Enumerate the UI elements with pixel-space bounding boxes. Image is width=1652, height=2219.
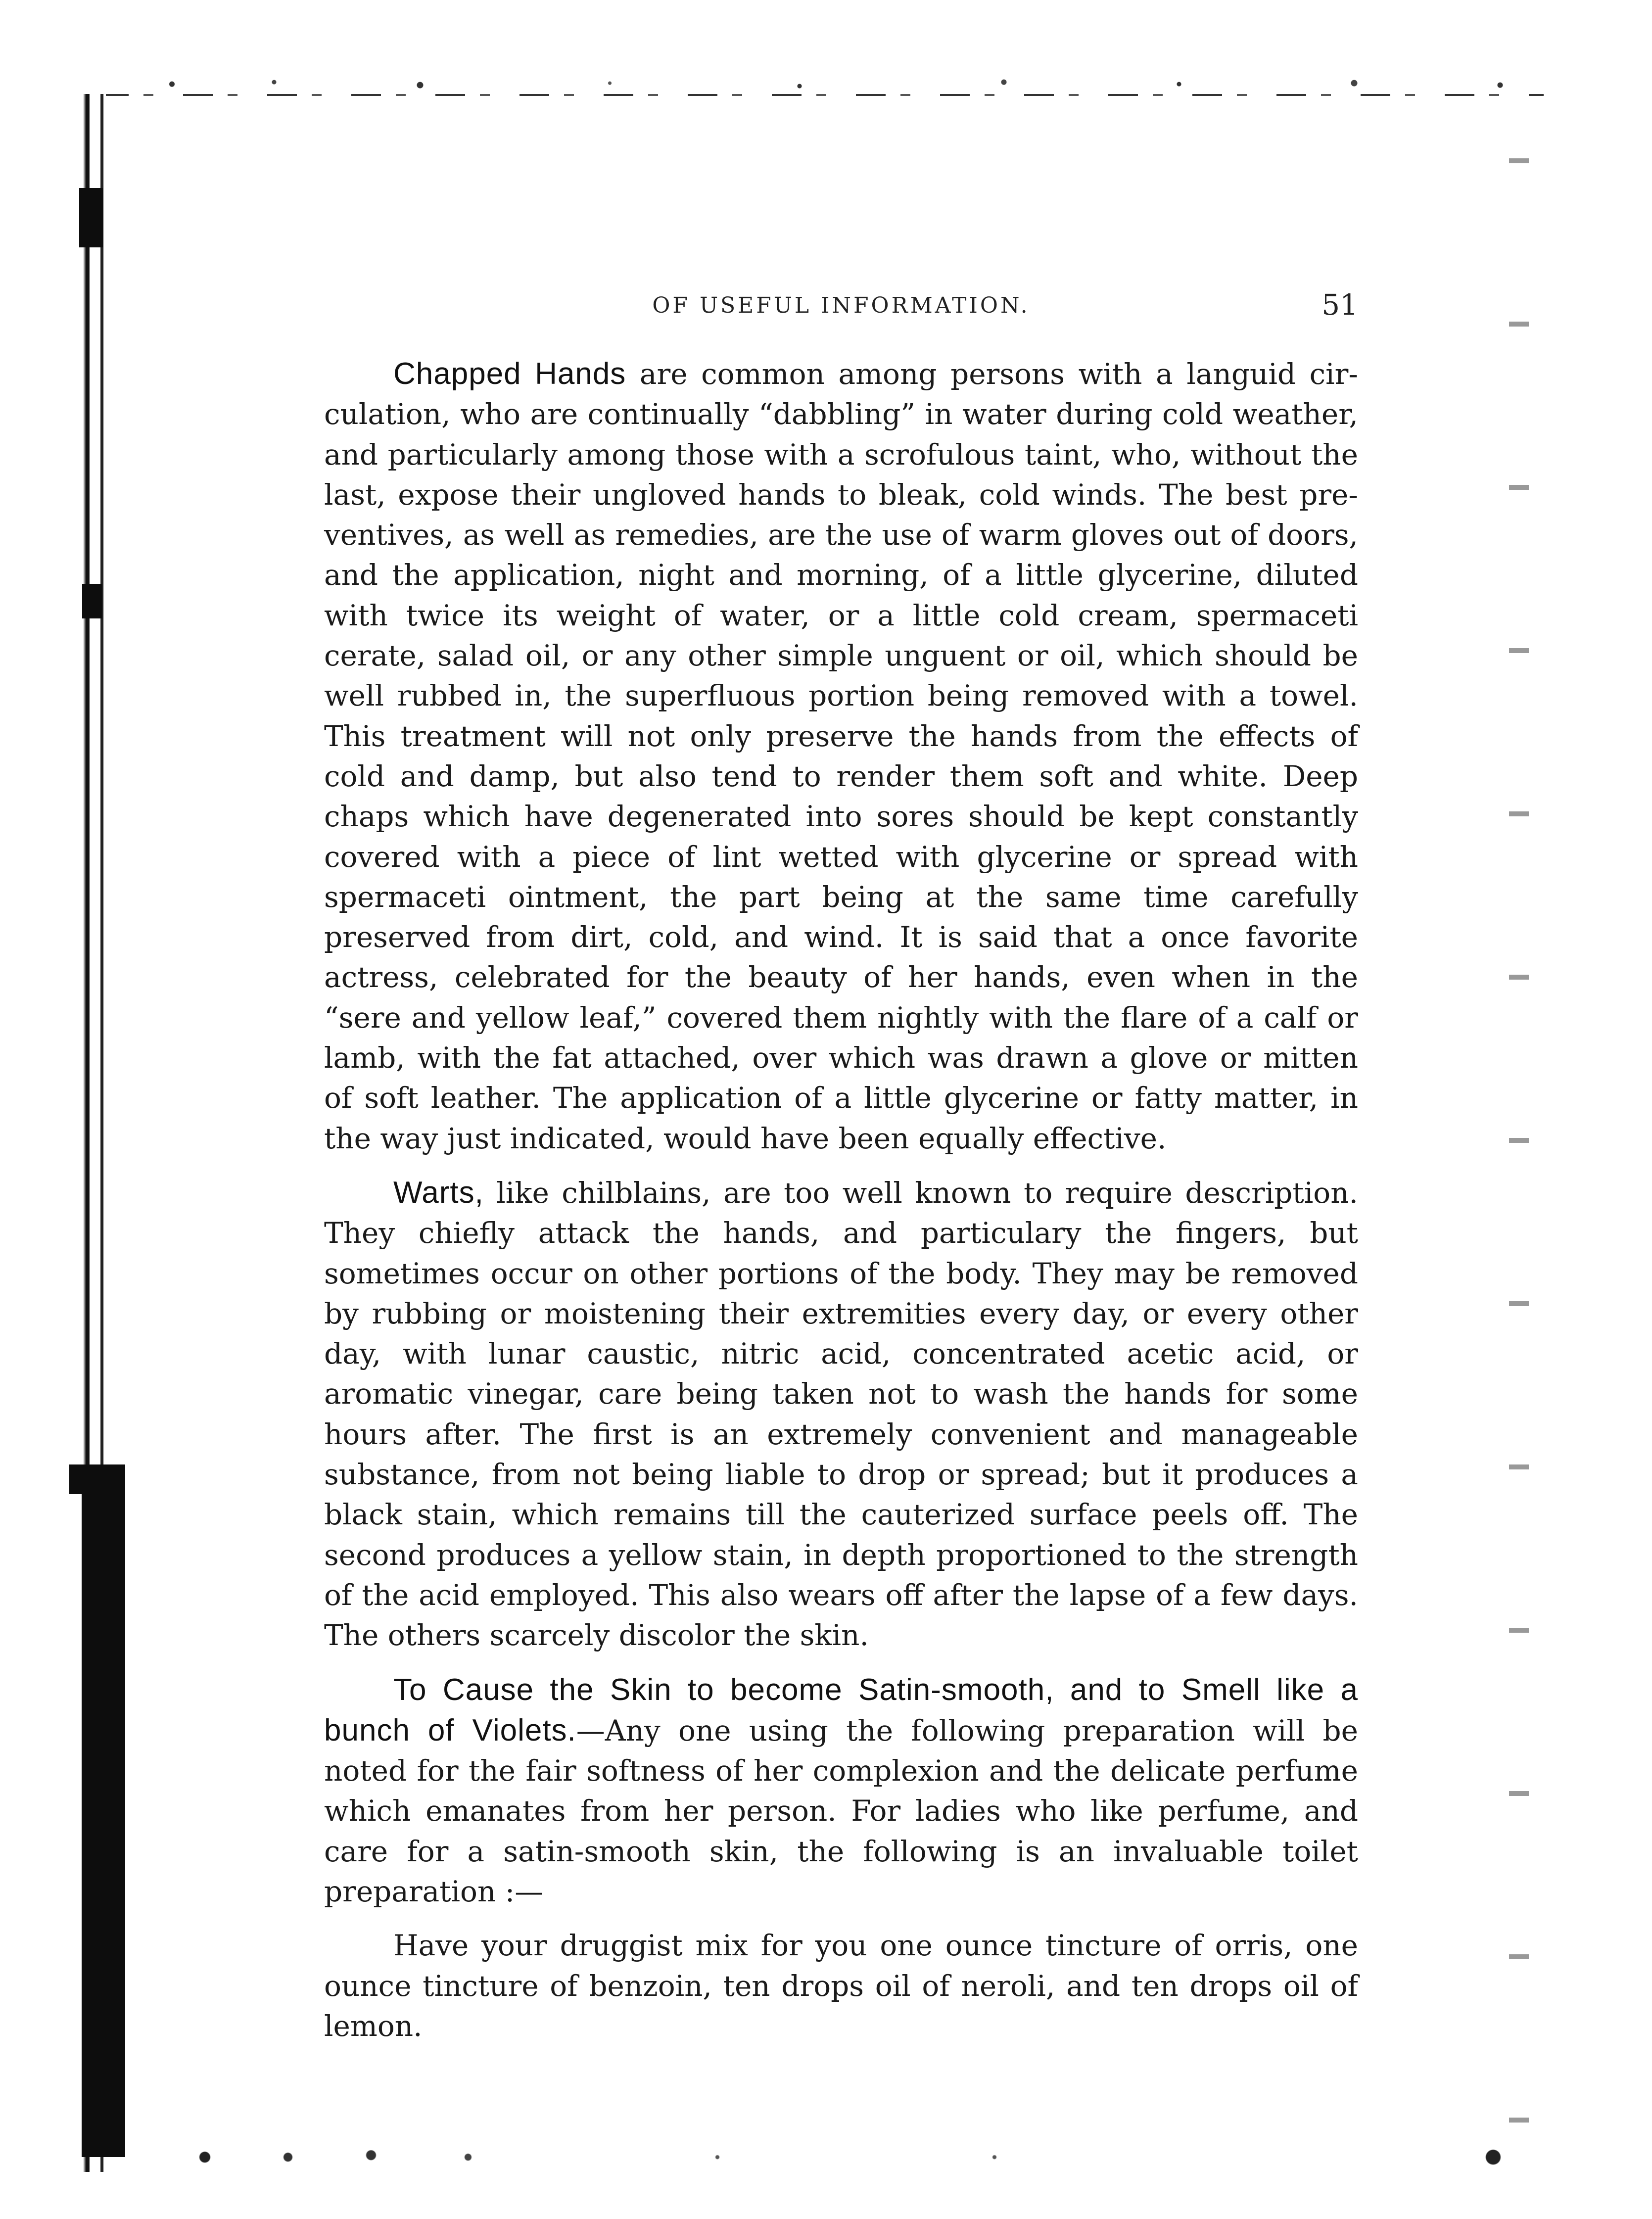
paragraph-satin-smooth-skin bbox=[324, 1670, 1358, 1912]
section-heading: To Cause the Skin to become Satin-smooth, and to Smell like a bunch of Violets. bbox=[324, 1672, 1358, 1747]
binding-mark-lower bbox=[82, 1464, 125, 2157]
scan-top-rule bbox=[99, 94, 1544, 96]
page-body bbox=[324, 354, 1358, 2046]
scan-top-noise bbox=[99, 74, 1558, 94]
paragraph-chapped-hands bbox=[324, 354, 1358, 1159]
paragraph-text: Have your druggist mix for you one ounce tincture of orris, one ounce tincture of benzoin, ten drops oil of neroli, and ten drops oil of lemon. bbox=[324, 1929, 1358, 2043]
section-heading: Warts, bbox=[393, 1175, 484, 1210]
binding-mark-upper bbox=[79, 188, 103, 247]
paragraph-recipe bbox=[324, 1926, 1358, 2046]
binding-mark-mid bbox=[82, 584, 102, 618]
paragraph-warts bbox=[324, 1173, 1358, 1656]
paragraph-text: like chilblains, are too well known to require description. They chiefly attack the hands, and particulary the fingers, but sometimes occur on other portions of the body. They may be removed by rubbing or moistening their extremities every day, or every other day, with lunar caustic, nitric acid, concentrated acetic acid, or aromatic vinegar, care being taken not to wash the hands for some hours after. The first is an extremely convenient and manageable substance, from not being liable to drop or spread; but it produces a black stain, which remains till the cauterized surface peels off. The second produces a yellow stain, in depth proportioned to the strength of the acid employed. This also wears off after the lapse of a few days. The others scarcely discolor the skin. bbox=[324, 1176, 1358, 1652]
running-head bbox=[324, 288, 1358, 328]
section-heading: Chapped Hands bbox=[393, 357, 626, 391]
running-title: OF USEFUL INFORMATION. bbox=[652, 293, 1030, 318]
scan-right-noise bbox=[1509, 89, 1529, 2167]
page-number: 51 bbox=[1322, 288, 1358, 322]
scan-bottom-noise bbox=[163, 2147, 1549, 2167]
paragraph-text: —Any one using the following preparation will be noted for the fair softness of her complexion and the delicate perfume which emanates from her person. For ladies who like perfume, and care for a satin-smooth skin, the following is an invaluable toilet preparation :— bbox=[324, 1713, 1359, 1908]
binding-mark-lower-notch bbox=[69, 1464, 89, 1494]
paragraph-text: are common among persons with a languid circulation, who are continually “dabbling” in water during cold weather, and particularly among those with a scrofulous taint, who, without the last, expose their ungloved hands to bleak, cold winds. The best preventives, as well as remedies, are the use of warm gloves out of doors, and the application, night and morning, of a little glycerine, diluted with twice its weight of water, or a little cold cream, spermaceti cerate, salad oil, or any other simple unguent or oil, which should be well rubbed in, the superfluous portion being removed with a towel. This treatment will not only preserve the hands from the effects of cold and damp, but also tend to render them soft and white. Deep chaps which have degenerated into sores should be kept constantly covered with a piece of lint wetted with glycerine or spread with spermaceti ointment, the part being at the same time carefully preserved from dirt, cold, and wind. It is said that a once favorite actress, celebrated for the beauty of her hands, even when in the “sere and yellow leaf,” covered them nightly with the flare of a calf or lamb, with the fat attached, over which was drawn a glove or mitten of soft leather. The application of a little glycerine or fatty matter, in the way just indicated, would have been equally effective. bbox=[324, 357, 1358, 1155]
